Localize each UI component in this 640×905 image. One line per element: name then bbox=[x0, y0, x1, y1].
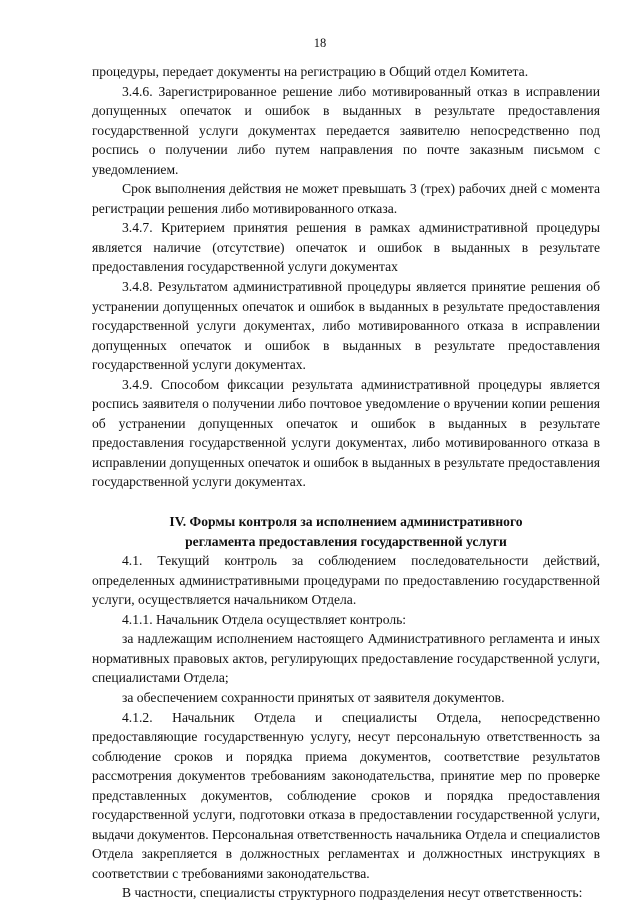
paragraph-3-4-8: 3.4.8. Результатом административной процедуры является принятие решения об устранении допущенных опечаток и ошибок в выданных в результате предоставления государственной услуги документах, либо мотивированного отказа в исправлении допущенных опечаток и ошибок в выданных в результате предоставления государственной услуги документах. bbox=[92, 279, 600, 373]
paragraph-control-item-2: за обеспечением сохранности принятых от заявителя документов. bbox=[122, 689, 505, 705]
paragraph-3-4-7: 3.4.7. Критерием принятия решения в рамках административной процедуры является наличие (отсутствие) опечаток и ошибок в выданных в результате предоставления государственной услуги документах bbox=[92, 220, 600, 275]
section-heading-line-2: регламента предоставления государственной услуги bbox=[185, 533, 507, 549]
paragraph-continuation: процедуры, передает документы на регистрацию в Общий отдел Комитета. bbox=[92, 64, 529, 79]
paragraph-3-4-6: 3.4.6. Зарегистрированное решение либо мотивированный отказ в исправлении допущенных опечаток и ошибок в выданных в результате предоставления государственной услуги документах передается заявителю непосредственно под роспись о получении либо путем направления по почте заказным письмом с уведомлением. bbox=[92, 83, 600, 177]
paragraph-4-1-2: 4.1.2. Начальник Отдела и специалисты Отдела, непосредственно предоставляющие государственную услугу, несут персональную ответственность за соблюдение сроков и порядка приема документов, соответствие результатов рассмотрения документов требованиям законодательства, принятие мер по проверке представленных документов, соблюдение сроков и порядка предоставления государственной услуги, подготовки отказа в предоставлении государственной услуги, выдачи документов. Персональная ответственность начальника Отдела и специалистов Отдела закрепляется в должностных регламентах и должностных инструкциях в соответствии с требованиями законодательства. bbox=[92, 709, 600, 881]
paragraph-control-item-1: за надлежащим исполнением настоящего Административного регламента и иных нормативных правовых актов, регулирующих предоставление государственной услуги, специалистами Отдела; bbox=[92, 631, 600, 686]
document-body bbox=[92, 62, 600, 903]
paragraph-responsibility: В частности, специалисты структурного подразделения несут ответственность: bbox=[122, 885, 583, 901]
section-heading bbox=[92, 512, 600, 551]
section-heading-line-1: IV. Формы контроля за исполнением административного bbox=[169, 514, 523, 530]
paragraph-3-4-9: 3.4.9. Способом фиксации результата административной процедуры является роспись заявителя о получении либо почтовое уведомление о вручении копии решения об устранении допущенных опечаток и ошибок в выданных в результате предоставления государственной услуги документах, либо мотивированного отказа в исправлении допущенных опечаток и ошибок в выданных в результате предоставления государственной услуги документах. bbox=[92, 376, 600, 490]
page-number: 18 bbox=[313, 36, 327, 50]
paragraph-4-1-1: 4.1.1. Начальник Отдела осуществляет контроль: bbox=[122, 611, 407, 627]
paragraph-4-1: 4.1. Текущий контроль за соблюдением последовательности действий, определенных административными процедурами по предоставлению государственной услуги, осуществляется начальником Отдела. bbox=[92, 553, 600, 608]
paragraph-deadline: Срок выполнения действия не может превышать 3 (трех) рабочих дней с момента регистрации решения либо мотивированного отказа. bbox=[92, 181, 600, 216]
